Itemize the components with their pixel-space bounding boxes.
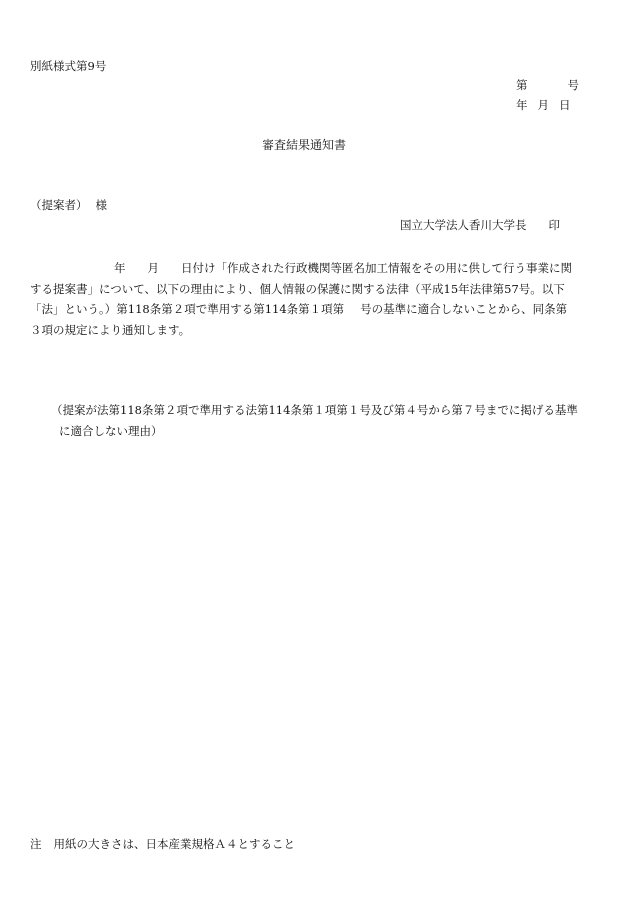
body-line-2: する提案書」について、以下の理由により、個人情報の保護に関する法律（平成15年法律第57号。以下 [30,281,565,296]
reason-line-1: （提案が法第118条第２項で準用する法第114条第１項第１号及び第４号から第７号までに掲げる基準 [51,403,578,417]
body-line-3-a: 「法」という。）第118条第２項で準用する第114条第１項第 [30,302,345,316]
document-number-suffix: 号 [567,78,579,92]
reason-section [51,400,591,441]
document-number-prefix: 第 [516,78,528,92]
issuer-name: 国立大学法人香川大学長 [400,218,527,232]
document-number [516,80,579,92]
addressee-honorific: 様 [95,198,107,212]
issuer [400,220,560,232]
addressee [30,200,107,212]
footer-note [30,839,295,851]
body-year: 年 [114,261,126,275]
footer-note-text: 用紙の大きさは、日本産業規格Ａ４とすること [53,837,295,851]
body-line-1-text: 日付け「作成された行政機関等匿名加工情報をその用に供して行う事業に関 [181,261,572,275]
document-title: 審査結果通知書 [262,138,347,152]
date-year: 年 [516,98,528,112]
issuer-seal: 印 [548,218,560,232]
footer-note-label: 注 [30,837,42,851]
notification-body [30,258,580,340]
form-number: 別紙様式第9号 [30,59,107,73]
date-month: 月 [537,98,549,112]
body-line-1 [30,258,580,279]
body-month: 月 [147,261,159,275]
body-line-4: ３項の規定により通知します。 [30,322,191,337]
addressee-name: （提案者） [30,198,88,212]
date-day: 日 [559,98,571,112]
reason-line-2: に適合しない理由） [59,423,163,438]
body-line-3-b: 号の基準に適合しないことから、同条第 [360,302,568,316]
document-date [516,100,571,112]
body-line-3 [30,299,580,320]
